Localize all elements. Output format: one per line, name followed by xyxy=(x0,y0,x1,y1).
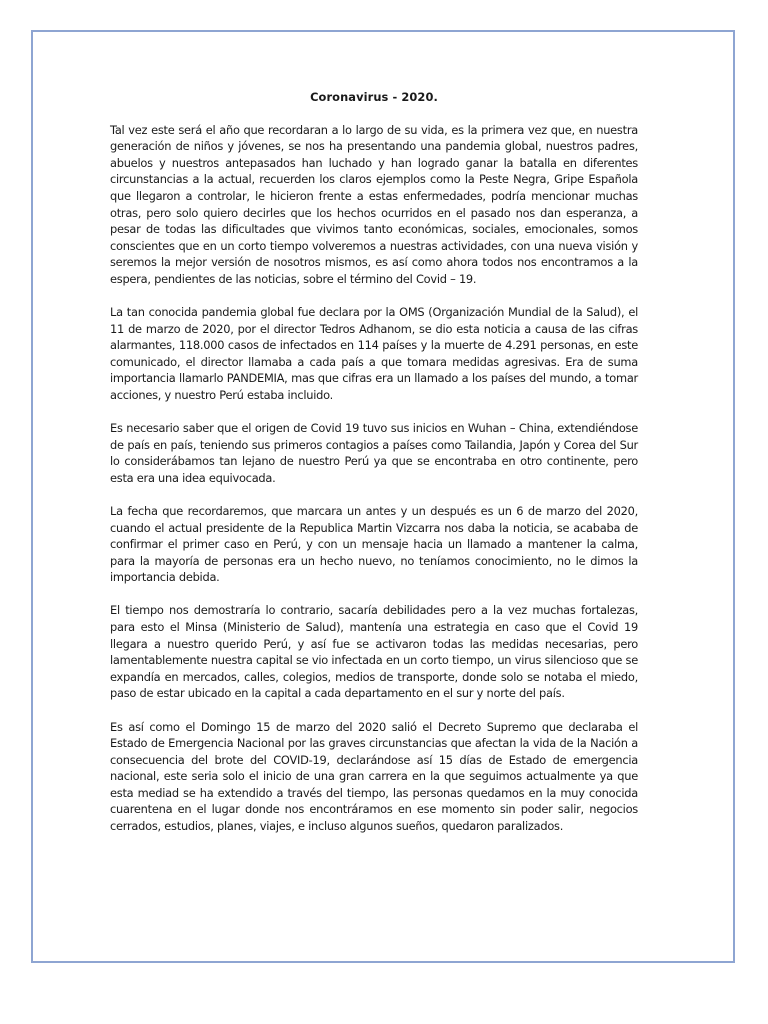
paragraph-4: La fecha que recordaremos, que marcara un antes y un después es un 6 de marzo del 2020, cuando el actual presidente de la Republica Martin Vizcarra nos daba la noticia, se acababa de confirmar el primer caso en Perú, y con un mensaje hacia un llamado a mantener la calma, para la mayoría de personas era un hecho nuevo, no teníamos conocimiento, no le dimos la importancia debida. xyxy=(110,503,638,585)
paragraph-2: La tan conocida pandemia global fue declara por la OMS (Organización Mundial de la Salud), el 11 de marzo de 2020, por el director Tedros Adhanom, se dio esta noticia a causa de las cifras alarmantes, 118.000 casos de infectados en 114 países y la muerte de 4.291 personas, en este comunicado, el director llamaba a cada país a que tomara medidas agresivas. Era de suma importancia llamarlo PANDEMIA, mas que cifras era un llamado a los países del mundo, a tomar acciones, y nuestro Perú estaba incluido. xyxy=(110,305,638,402)
paragraph-5: El tiempo nos demostraría lo contrario, sacaría debilidades pero a la vez muchas fortalezas, para esto el Minsa (Ministerio de Salud), mantenía una estrategia en caso que el Covid 19 llegara a nuestro querido Perú, y así fue se activaron todas las medidas necesarias, pero lamentablemente nuestra capital se vio infectada en un corto tiempo, un virus silencioso que se expandía en mercados, calles, colegios, medios de transporte, donde solo se notaba el miedo, paso de estar ubicado en la capital a cada departamento en el sur y norte del país. xyxy=(110,603,638,701)
document-title: Coronavirus - 2020. xyxy=(310,90,438,104)
paragraph-3: Es necesario saber que el origen de Covid 19 tuvo sus inicios en Wuhan – China, extendiéndose de país en país, teniendo sus primeros contagios a países como Tailandia, Japón y Corea del Sur lo considerábamos tan lejano de nuestro Perú ya que se encontraba en otro continente, pero esta era una idea equivocada. xyxy=(110,421,638,485)
document-body xyxy=(110,89,638,851)
paragraph-6: Es así como el Domingo 15 de marzo del 2020 salió el Decreto Supremo que declaraba el Estado de Emergencia Nacional por las graves circunstancias que afectan la vida de la Nación a consecuencia del brote del COVID-19, declarándose así 15 días de Estado de emergencia nacional, este seria solo el inicio de una gran carrera en la que seguimos actualmente ya que esta mediad se ha extendido a través del tiempo, las personas quedamos en la muy conocida cuarentena en el lugar donde nos encontráramos en ese momento sin poder salir, negocios cerrados, estudios, planes, viajes, e incluso algunos sueños, quedaron paralizados. xyxy=(110,719,638,834)
paragraph-1: Tal vez este será el año que recordaran a lo largo de su vida, es la primera vez que, en nuestra generación de niños y jóvenes, se nos ha presentando una pandemia global, nuestros padres, abuelos y nuestros antepasados han luchado y han logrado ganar la batalla en diferentes circunstancias a la actual, recuerden los claros ejemplos como la Peste Negra, Gripe Española que llegaron a controlar, le hicieron frente a estas enfermedades, podría mencionar muchas otras, pero solo quiero decirles que los hechos ocurridos en el pasado nos dan esperanza, a pesar de todas las dificultades que vivimos tanto económicas, sociales, emocionales, somos conscientes que en un corto tiempo volveremos a nuestras actividades, con una nueva visión y seremos la mejor versión de nosotros mismos, es así como ahora todos nos encontramos a la espera, pendientes de las noticias, sobre el término del Covid – 19. xyxy=(110,122,638,286)
